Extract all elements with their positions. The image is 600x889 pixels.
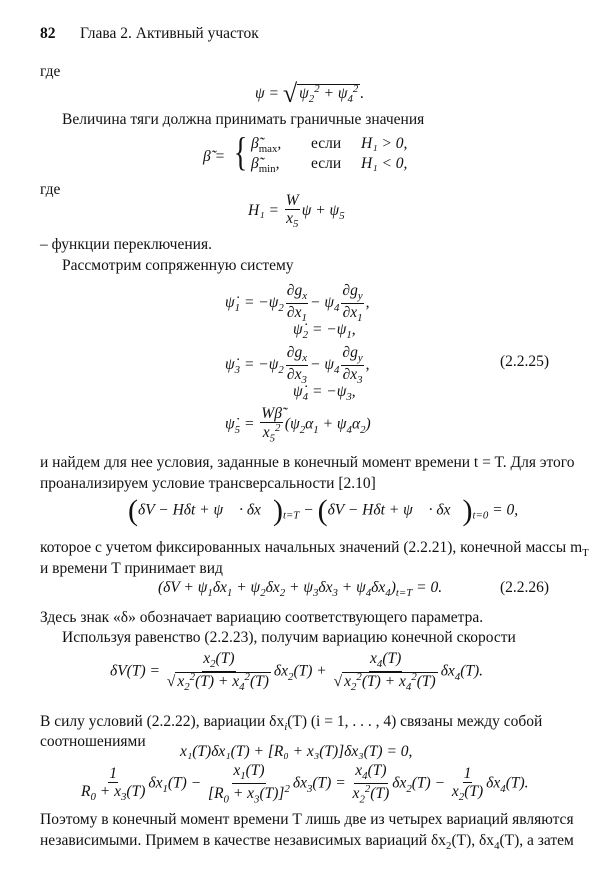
variation-rhs: = 0. xyxy=(416,579,443,596)
equation-psi: ψ = √ $\psi_2^2 + \psi_4^2$ . xyxy=(255,79,365,108)
transversality-rhs: = 0, xyxy=(492,501,519,519)
cond-neg: H₁ < 0, xyxy=(361,155,408,172)
equation-variation: $(\delta V + \psi_1\delta x_1 + \psi_2\delta x_2 + \psi_3\delta x_3 + \psi_4\delta x_4)_{t=T} = 0$. xyxy=(158,579,443,600)
equation-psi4-dot: $\psi̇_4 = -\psi_3$, xyxy=(293,383,356,404)
page-number: 82 xyxy=(40,25,56,42)
equation-transversality: (δV − Hδt + ψ⃗ · $\delta x⃗)_{t=T} - (\delta V - H\delta t$ + ψ⃗ · $\delta x⃗)_{t=0} = 0$, xyxy=(128,494,519,527)
equation-relation-2: $\frac{1}{R_0 + x_3(T)}$ $\delta x_1(T)$ − $\frac{x_1(T)}{[R_0 + x_3(T)]^2}$ $\delta x_3(T)$ = $\frac{x_4(T)}{x_2^2(T)}$ $\delta x_2(T)$ − $\frac{1}{x_2(T)}$ $\delta x_4(T)$. xyxy=(81,762,529,806)
text-find-conditions-1: и найдем для нее условия, заданные в конечный момент времени t = T. Для этого xyxy=(40,454,575,471)
text-by-conditions-2: соотношениями xyxy=(40,733,146,750)
text-therefore-1: Поэтому в конечный момент времени T лишь две из четырех вариаций являются xyxy=(40,811,574,828)
if-label-1: если xyxy=(311,135,342,152)
equation-psi3-dot: $\psi̇_3 = -\psi_2$ $\frac{\partial g_x}{\partial x_3}$ − $\psi_4$ $\frac{\partial g_y}{\partial x_3}$ , xyxy=(225,344,370,387)
text-where-1: где xyxy=(40,63,61,80)
text-sign-delta: Здесь знак «δ» обозначает вариацию соответствующего параметра. xyxy=(40,609,484,626)
beta-min: $\betã_{min}$, xyxy=(251,155,280,176)
text-therefore-2: независимыми. Примем в качестве независимых вариаций $\delta x_2(T)$, $\delta x_4(T)$, а затем xyxy=(40,832,574,853)
psi-lhs: ψ = xyxy=(255,84,279,102)
equation-h1: H₁ = $\frac{W}{x_5}$ $\psi + \psi_5$ xyxy=(248,192,345,231)
text-with-account-2: и времени T принимает вид xyxy=(40,560,223,577)
if-label-2: если xyxy=(311,155,342,172)
text-using-equality: Используя равенство (2.2.23), получим вариацию конечной скорости xyxy=(62,629,516,646)
equation-psi5-dot: $\psi̇_5$ = $\frac{W\betã}{x_5^2}$ $(\psi_2\alpha_1 + \psi_4\alpha_2)$ xyxy=(225,405,371,445)
cond-pos: H₁ > 0, xyxy=(361,135,408,152)
text-with-account-1: которое с учетом фиксированных начальных значений (2.2.21), конечной массы $m_T$ xyxy=(40,539,589,560)
equation-number-2-2-26: (2.2.26) xyxy=(500,579,550,596)
equation-number-2-2-25: (2.2.25) xyxy=(500,353,550,370)
text-where-2: где xyxy=(40,181,61,198)
equation-delta-v: δV(T) = $\frac{x_2(T)}{√ x_2^2(T) + x_4^2(T)}$ $\delta x_2(T)$ + $\frac{x_4(T)}{√ x_2^2(T) + x_4^2(T)}$ $\delta x_4(T)$. xyxy=(110,650,484,694)
text-find-conditions-2: проанализируем условие трансверсальности [2.10] xyxy=(40,475,376,492)
chapter-title: Глава 2. Активный участок xyxy=(80,25,259,42)
equation-psi1-dot: $\psi̇_1 = -\psi_2$ $\frac{\partial g_x}{\partial x_1}$ − $\psi_4$ $\frac{\partial g_y}{\partial x_1}$ , xyxy=(225,282,370,325)
h1-lhs: H₁ = xyxy=(248,202,279,220)
text-by-conditions-1: В силу условий (2.2.22), вариации $\delta x_i(T) (i = 1$, . . . , 4) связаны между собой xyxy=(40,713,543,734)
beta-lhs: β̃ = xyxy=(203,148,226,165)
equation-psi2-dot: $\psi̇_2 = -\psi_1$, xyxy=(293,321,356,342)
text-switch-functions: – функции переключения. xyxy=(40,236,212,253)
text-consider-adjoint: Рассмотрим сопряженную систему xyxy=(62,257,294,274)
text-thrust: Величина тяги должна принимать граничные значения xyxy=(62,111,425,128)
equation-relation-1: x₁(T)δx₁(T) + [R₀ + x₃(T)]δx₃(T) = 0, xyxy=(180,743,413,760)
beta-max: $\betã_{max}$, xyxy=(251,135,282,156)
